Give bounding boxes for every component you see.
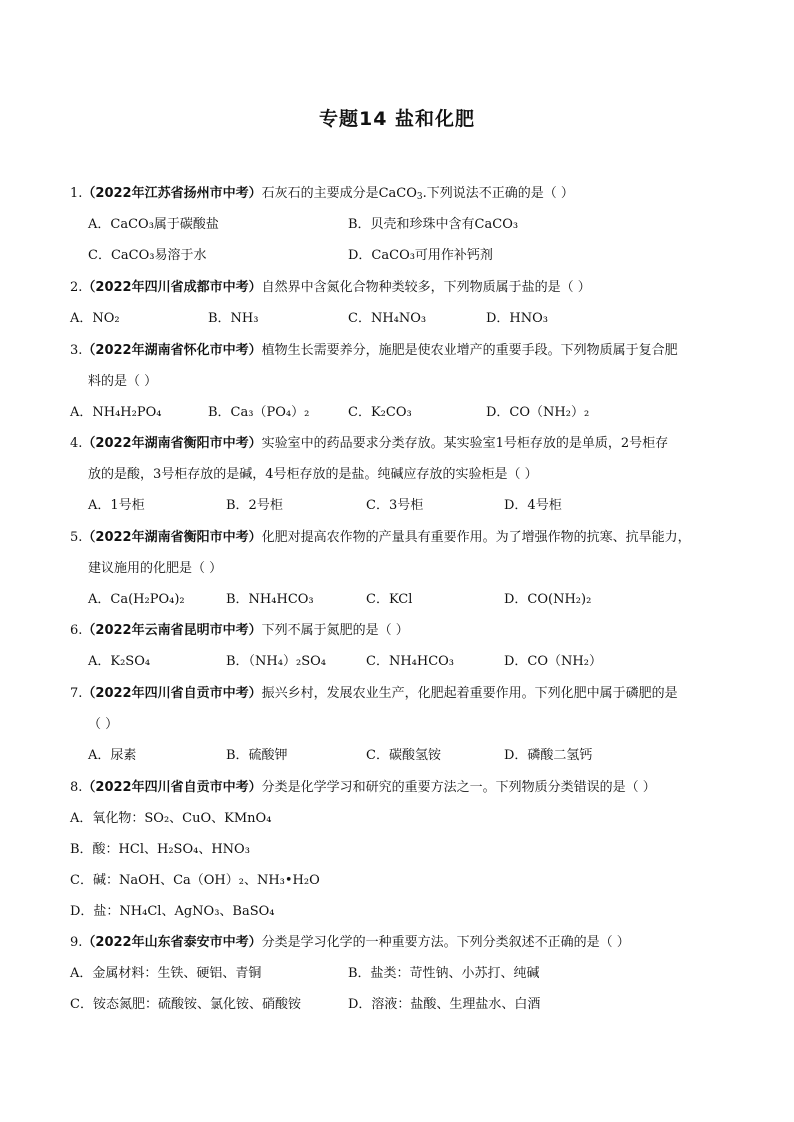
option-b[interactable]: B．酸：HCl、H₂SO₄、HNO₃ [70,842,250,857]
question-9-options-row-1 [70,965,750,983]
option-d[interactable]: D．溶液：盐酸、生理盐水、白酒 [348,997,541,1012]
option-a[interactable]: A．尿素 [88,748,137,763]
question-3-options [70,404,730,422]
question-source: （2022年湖南省怀化市中考） [82,343,262,358]
option-c[interactable]: C．碳酸氢铵 [366,748,441,763]
option-c[interactable]: C．NH₄HCO₃ [366,654,455,669]
question-6-options [88,653,748,671]
option-b[interactable]: B．盐类：苛性钠、小苏打、纯碱 [348,966,540,981]
question-1-options-row-1 [88,216,748,234]
option-a[interactable]: A．NO₂ [70,311,120,326]
question-2-options [70,310,730,328]
question-7-stem-continued: （ ） [88,717,119,732]
option-d[interactable]: D．CO(NH₂)₂ [504,592,592,607]
question-text: 分类是化学学习和研究的重要方法之一。下列物质分类错误的是（ ） [261,780,656,795]
question-number: 4. [70,436,83,451]
option-b[interactable]: B．贝壳和珍珠中含有CaCO₃ [348,217,519,232]
question-9-options-row-2 [70,996,750,1014]
question-text: 自然界中含氮化合物种类较多，下列物质属于盐的是（ ） [261,280,591,295]
question-number: 1. [70,186,83,201]
page-title: 专题14 盐和化肥 [318,108,476,130]
question-7-stem [70,685,760,703]
option-c[interactable]: C．CaCO₃易溶于水 [88,248,207,263]
question-text: 植物生长需要养分，施肥是使农业增产的重要手段。下列物质属于复合肥 [261,343,678,358]
question-text: 振兴乡村，发展农业生产，化肥起着重要作用。下列化肥中属于磷肥的是 [261,686,678,701]
question-9-stem [70,934,760,952]
option-b[interactable]: B．（NH₄）₂SO₄ [226,654,326,669]
question-5-stem-continued: 建议施用的化肥是（ ） [88,561,223,576]
option-c[interactable]: C．3号柜 [366,498,424,513]
option-b[interactable]: B．2号柜 [226,498,283,513]
question-6-stem [70,622,760,640]
question-source: （2022年湖南省衡阳市中考） [82,436,262,451]
question-source: （2022年山东省泰安市中考） [82,935,262,950]
question-number: 8. [70,780,83,795]
question-number: 5. [70,530,83,545]
question-3-stem [70,342,760,360]
question-number: 7. [70,686,83,701]
option-d[interactable]: D．CO（NH₂） [504,654,602,669]
question-text: 石灰石的主要成分是CaCO [261,186,417,201]
option-b[interactable]: B．Ca₃（PO₄）₂ [208,405,310,420]
question-5-stem [70,529,760,547]
option-c[interactable]: C．铵态氮肥：硫酸铵、氯化铵、硝酸铵 [70,997,301,1012]
question-text: 下列不属于氮肥的是（ ） [261,623,409,638]
question-number: 2. [70,280,83,295]
question-source: （2022年四川省自贡市中考） [82,780,262,795]
question-number: 6. [70,623,83,638]
question-text-tail: .下列说法不正确的是（ ） [422,186,574,201]
question-text: 化肥对提高农作物的产量具有重要作用。为了增强作物的抗寒、抗旱能力， [261,530,691,545]
option-b[interactable]: B．硫酸钾 [226,748,288,763]
question-5-options [88,591,748,609]
question-4-options [88,497,748,515]
question-3-stem-continued: 料的是（ ） [88,374,158,389]
question-number: 3. [70,343,83,358]
question-source: （2022年湖南省衡阳市中考） [82,530,262,545]
question-1-stem [70,185,760,203]
option-b[interactable]: B．NH₄HCO₃ [226,592,314,607]
option-d[interactable]: D．磷酸二氢钙 [504,748,593,763]
question-source: （2022年四川省成都市中考） [82,280,262,295]
question-text: 实验室中的药品要求分类存放。某实验室1号柜存放的是单质，2号柜存 [261,436,669,451]
option-a[interactable]: A．氧化物：SO₂、CuO、KMnO₄ [70,811,272,826]
option-a[interactable]: A．CaCO₃属于碳酸盐 [88,217,219,232]
question-number: 9. [70,935,83,950]
question-source: （2022年云南省昆明市中考） [82,623,262,638]
option-d[interactable]: D．CO（NH₂）₂ [486,405,590,420]
option-a[interactable]: A．Ca(H₂PO₄)₂ [88,592,185,607]
option-c[interactable]: C．KCl [366,592,413,607]
option-c[interactable]: C．碱：NaOH、Ca（OH）₂、NH₃•H₂O [70,873,320,888]
question-text: 分类是学习化学的一种重要方法。下列分类叙述不正确的是（ ） [261,935,630,950]
option-d[interactable]: D．4号柜 [504,498,562,513]
option-a[interactable]: A．NH₄H₂PO₄ [70,405,162,420]
subscript: 3 [416,192,423,202]
question-4-stem [70,435,760,453]
question-1-options-row-2 [88,247,748,265]
option-d[interactable]: D．HNO₃ [486,311,549,326]
option-a[interactable]: A．金属材料：生铁、硬铝、青铜 [70,966,262,981]
option-d[interactable]: D．盐：NH₄Cl、AgNO₃、BaSO₄ [70,904,275,919]
option-a[interactable]: A．K₂SO₄ [88,654,151,669]
question-4-stem-continued: 放的是酸，3号柜存放的是碱，4号柜存放的是盐。纯碱应存放的实验柜是（ ） [88,467,538,482]
option-d[interactable]: D．CaCO₃可用作补钙剂 [348,248,493,263]
option-b[interactable]: B．NH₃ [208,311,259,326]
question-2-stem [70,279,760,297]
question-7-options [88,747,748,765]
question-8-stem [70,779,760,797]
question-source: （2022年四川省自贡市中考） [82,686,262,701]
option-c[interactable]: C．NH₄NO₃ [348,311,427,326]
question-source: （2022年江苏省扬州市中考） [82,186,262,201]
option-a[interactable]: A．1号柜 [88,498,145,513]
option-c[interactable]: C．K₂CO₃ [348,405,412,420]
